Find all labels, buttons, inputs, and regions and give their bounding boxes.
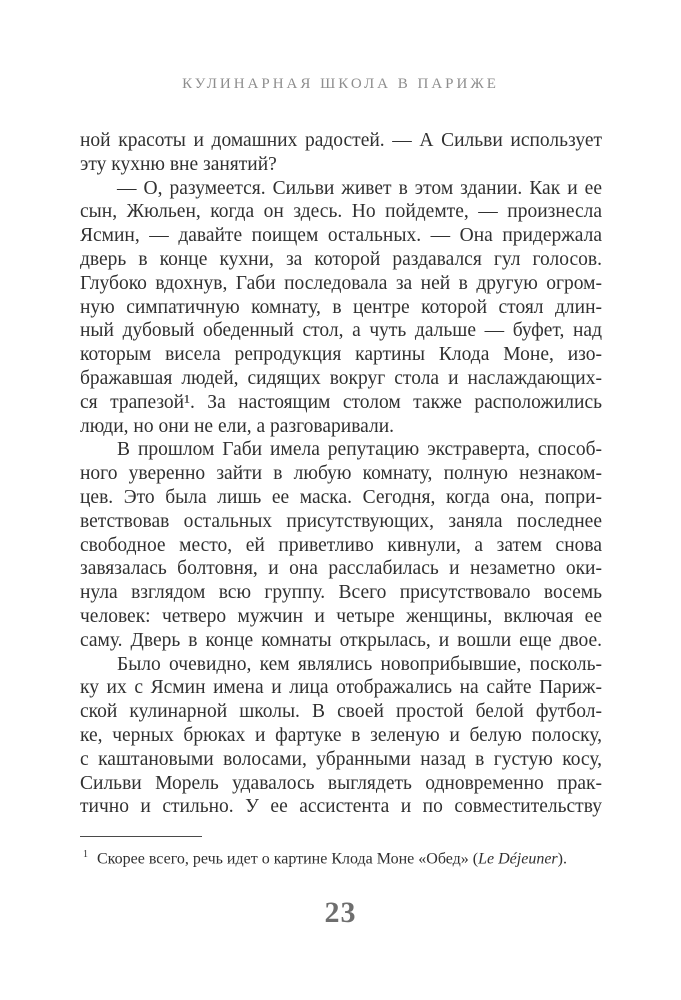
text-line: завязалась болтовня, и она расслабилась и незаметно оки- — [80, 558, 602, 580]
text-line: дверь в конце кухни, за которой раздавался гул голосов. — [80, 248, 602, 270]
running-header: КУЛИНАРНАЯ ШКОЛА В ПАРИЖЕ — [182, 76, 499, 92]
footnote-text-end: ). — [557, 850, 567, 868]
text-line: которым висела репродукция картины Клода Моне, изо- — [80, 344, 602, 366]
text-line: сын, Жюльен, когда он здесь. Но пойдемте, — произнесла — [80, 201, 602, 223]
text-line: нула взглядом всю группу. Всего присутствовало восемь — [80, 582, 602, 604]
text-line: Сильви Морель удавалось выглядеть одновременно прак- — [80, 772, 602, 794]
text-line: цев. Это была лишь ее маска. Сегодня, когда она, попри- — [80, 486, 602, 508]
footnote-marker: 1 — [83, 849, 88, 860]
text-line: ку их с Ясмин имена и лица отображались на сайте Париж- — [80, 677, 602, 699]
text-line: В прошлом Габи имела репутацию экстраверта, способ- — [117, 439, 602, 461]
text-line: ный дубовый обеденный стол, а чуть дальше — буфет, над — [80, 320, 602, 342]
text-line: ся трапезой¹. За настоящим столом также расположились — [80, 391, 602, 413]
text-line: эту кухню вне занятий? — [80, 153, 277, 175]
footnote-italic-title: Le Déjeuner — [478, 850, 558, 868]
text-line: свободное место, ей приветливо кивнули, а затем снова — [80, 534, 602, 556]
text-line: человек: четверо мужчин и четыре женщины, включая ее — [80, 605, 602, 627]
text-line: ную симпатичную комнату, в центре которой стоял длин- — [80, 296, 602, 318]
text-line: ветствовав остальных присутствующих, заняла последнее — [80, 510, 602, 532]
text-line: Ясмин, — давайте поищем остальных. — Она придержала — [80, 225, 602, 247]
text-line: саму. Дверь в конце комнаты открылась, и вошли еще двое. — [80, 629, 602, 651]
text-line: Было очевидно, кем являлись новоприбывшие, посколь- — [117, 653, 602, 675]
text-line: с каштановыми волосами, убранными назад в густую косу, — [80, 748, 602, 770]
page-number: 23 — [324, 896, 357, 929]
text-line: ской кулинарной школы. В своей простой белой футбол- — [80, 701, 602, 723]
text-line: Глубоко вдохнув, Габи последовала за ней в другую огром- — [80, 272, 602, 294]
text-line: люди, но они не ели, а разговаривали. — [80, 415, 395, 437]
text-line: ной красоты и домашних радостей. — А Сильви использует — [80, 130, 602, 151]
text-line: ке, черных брюках и фартуке в зеленую и белую полоску, — [80, 724, 602, 746]
text-line: бражавшая людей, сидящих вокруг стола и наслаждающих- — [80, 367, 602, 389]
body-text — [80, 129, 602, 819]
footnote-text: Скорее всего, речь идет о картине Клода Моне «Обед» ( — [97, 850, 479, 868]
text-line: — О, разумеется. Сильви живет в этом здании. Как и ее — [117, 177, 602, 199]
text-line: тично и стильно. У ее ассистента и по совместительству — [80, 796, 602, 818]
text-line: ного уверенно зайти в любую комнату, полную незнаком- — [80, 463, 602, 485]
footnote — [80, 845, 602, 869]
footnote-separator — [80, 836, 202, 837]
